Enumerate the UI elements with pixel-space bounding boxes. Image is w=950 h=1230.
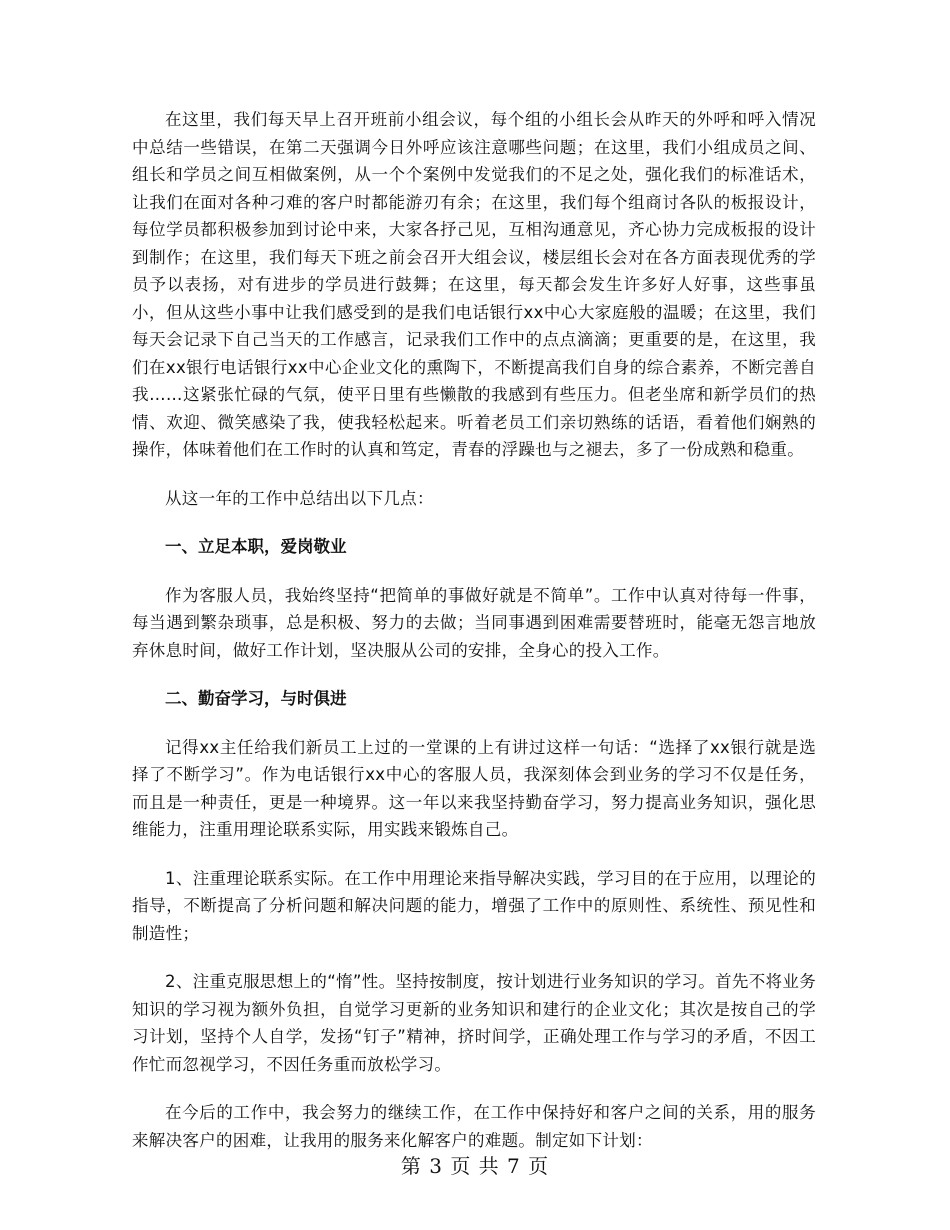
paragraph-gap — [132, 664, 816, 685]
section-heading-dedication: 一、立足本职，爱岗敬业 — [165, 537, 347, 556]
paragraph-learning: 记得xx主任给我们新员工上过的一堂课的上有讲过这样一句话：“选择了xx银行就是选择了不断学习”。作为电话银行xx中心的客服人员，我深刻体会到业务的学习不仅是任务，而且是一种责任，更是一种境界。这一年以来我坚持勤奋学习，努力提高业务知识，强化思维能力，注重用理论联系实际，用实践来锻炼自己。 — [132, 737, 816, 839]
paragraph-gap — [132, 464, 816, 485]
page-number-footer: 第 3 页 共 7 页 — [400, 1154, 550, 1178]
document-body — [132, 106, 816, 1154]
paragraph-gap — [132, 713, 816, 734]
paragraph-gap — [132, 1078, 816, 1099]
paragraph-gap — [132, 561, 816, 582]
paragraph-overcome-inertia: 2、注重克服思想上的“惰”性。坚持按制度，按计划进行业务知识的学习。首先不将业务知识的学习视为额外负担，自觉学习更新的业务知识和建行的企业文化；其次是按自己的学习计划，坚持个人自学，发扬“钉子”精神，挤时间学，正确处理工作与学习的矛盾，不因工作忙而忽视学习，不因任务重而放松学习。 — [132, 972, 816, 1074]
paragraph-gap — [132, 947, 816, 968]
paragraph-gap — [132, 512, 816, 533]
paragraph-theory-practice: 1、注重理论联系实际。在工作中用理论来指导解决实践，学习目的在于应用，以理论的指导，不断提高了分析问题和解决问题的能力，增强了工作中的原则性、系统性、预见性和制造性； — [132, 868, 816, 943]
paragraph-future-plan: 在今后的工作中，我会努力的继续工作，在工作中保持好和客户之间的关系，用的服务来解决客户的困难，让我用的服务来化解客户的难题。制定如下计划： — [132, 1103, 816, 1150]
paragraph-summary-intro: 从这一年的工作中总结出以下几点： — [165, 488, 434, 508]
paragraph-work-environment: 在这里，我们每天早上召开班前小组会议，每个组的小组长会从昨天的外呼和呼入情况中总结一些错误，在第二天强调今日外呼应该注意哪些问题；在这里，我们小组成员之间、组长和学员之间互相做案例，从一个个案例中发觉我们的不足之处，强化我们的标准话术，让我们在面对各种刁难的客户时都能游刃有余；在这里，我们每个组商讨各队的板报设计，每位学员都积极参加到讨论中来，大家各抒己见，互相沟通意见，齐心协力完成板报的设计到制作；在这里，我们每天下班之前会召开大组会议，楼层组长会对在各方面表现优秀的学员予以表扬，对有进步的学员进行鼓舞；在这里，每天都会发生许多好人好事，这些事虽小，但从这些小事中让我们感受到的是我们电话银行xx中心大家庭般的温暖；在这里，我们每天会记录下自己当天的工作感言，记录我们工作中的点点滴滴；更重要的是，在这里，我们在xx银行电话银行xx中心企业文化的熏陶下，不断提高我们自身的综合素养，不断完善自我……这紧张忙碌的气氛，使平日里有些懒散的我感到有些压力。但老坐席和新学员们的热情、欢迎、微笑感染了我，使我轻松起来。听着老员工们亲切熟练的话语，看着他们娴熟的操作，体味着他们在工作时的认真和笃定，青春的浮躁也与之褪去，多了一份成熟和稳重。 — [132, 110, 816, 459]
paragraph-dedication: 作为客服人员，我始终坚持“把简单的事做好就是不简单”。工作中认真对待每一件事，每当遇到繁杂琐事，总是积极、努力的去做；当同事遇到困难需要替班时，能毫无怨言地放弃休息时间，做好工作计划，坚决服从公司的安排，全身心的投入工作。 — [132, 585, 816, 660]
section-heading-learning: 二、勤奋学习，与时俱进 — [165, 689, 347, 708]
paragraph-gap — [132, 844, 816, 865]
